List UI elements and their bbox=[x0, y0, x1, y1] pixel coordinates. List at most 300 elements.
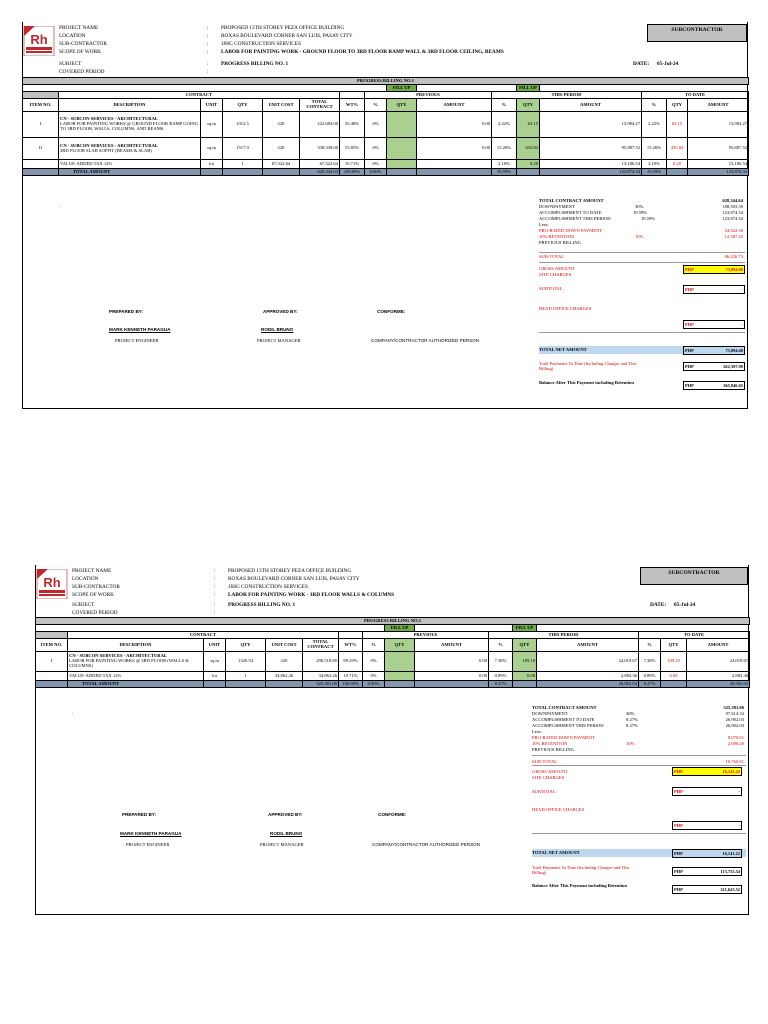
group-this-period: THIS PERIOD bbox=[492, 92, 642, 99]
php-label: PHP bbox=[685, 383, 694, 388]
total-payments-box bbox=[683, 362, 745, 371]
td-pct: 2.22% bbox=[642, 112, 667, 138]
col-this-amount: AMOUNT bbox=[540, 99, 642, 112]
prev-amount: 0.00 bbox=[417, 138, 492, 160]
description: VALUE-ADDED TAX 12% bbox=[68, 672, 204, 681]
date-label: DATE: bbox=[633, 61, 650, 67]
total-wt: 100.00% bbox=[339, 681, 363, 688]
acc-this-period-pct: 8.27% bbox=[626, 723, 638, 728]
description-category: CN - SUBCON SERVICES - ARCHITECTURAL bbox=[69, 653, 167, 659]
retention-pct: 10% bbox=[626, 741, 635, 746]
total-net-label: TOTAL NET AMOUNT bbox=[532, 850, 580, 855]
gross-box bbox=[672, 767, 742, 776]
total-label: TOTAL AMOUNT bbox=[59, 169, 201, 176]
project-name: PROPOSED 13TH STOREY PEZA OFFICE BUILDING bbox=[228, 568, 352, 574]
downpayment-pct: 30% bbox=[635, 204, 644, 209]
colon: : bbox=[214, 576, 216, 582]
qty: 1517.9 bbox=[223, 138, 263, 160]
retention-label: 10% RETENTION bbox=[539, 234, 575, 239]
acc-to-date-label: ACCOMPLISHMENT TO DATE bbox=[532, 717, 595, 722]
total-contract-value: 628,344.64 bbox=[722, 198, 743, 203]
total-row bbox=[36, 681, 750, 688]
col-td-qty: QTY bbox=[661, 639, 687, 652]
prev-qty-input[interactable] bbox=[385, 652, 415, 672]
subject: PROGRESS BILLING NO. 1 bbox=[228, 602, 296, 608]
this-qty-input[interactable]: 0.20 bbox=[517, 160, 540, 169]
subcontractor: JJHG CONSTRUCTION SERVICES bbox=[221, 41, 301, 47]
billing-table bbox=[35, 617, 750, 688]
total-payments-box bbox=[672, 867, 742, 876]
acc-to-date-pct: 8.27% bbox=[626, 717, 638, 722]
date-label: DATE: bbox=[650, 602, 667, 608]
previous-billing-label: PREVIOUS BILLING bbox=[539, 240, 581, 245]
gross-value: 73,894.68 bbox=[725, 267, 743, 272]
td-amount: 95,887.52 bbox=[688, 138, 749, 160]
td-amount: 13,984.27 bbox=[688, 112, 749, 138]
colon: : bbox=[207, 61, 209, 67]
label-subject: SUBJECT bbox=[72, 602, 95, 608]
group-contract: CONTRACT bbox=[59, 92, 340, 99]
unit: sq.m bbox=[201, 138, 223, 160]
prorated-label: PRO-RATED DOWN PAYMENT bbox=[532, 735, 596, 740]
subtotal2-label: SUBTOTAL bbox=[532, 789, 556, 794]
colon: : bbox=[207, 25, 209, 31]
group-previous: PREVIOUS bbox=[363, 632, 489, 639]
gross-label: GROSS AMOUNT bbox=[539, 266, 575, 271]
billing-sheet-1 bbox=[22, 22, 748, 409]
table-row bbox=[23, 112, 749, 138]
item-no: II bbox=[23, 138, 59, 160]
col-qty: QTY bbox=[226, 639, 266, 652]
total-prev-amount: - bbox=[417, 169, 492, 176]
subtotal-label: SUB-TOTAL bbox=[539, 254, 565, 259]
billing-sheet-2 bbox=[35, 565, 749, 915]
item-no bbox=[23, 160, 59, 169]
this-amount: 24,019.67 bbox=[537, 652, 639, 672]
description-category: CN - SUBCON SERVICES - ARCHITECTURAL bbox=[60, 142, 158, 148]
col-prev-amount: AMOUNT bbox=[417, 99, 492, 112]
weight: 53.85% bbox=[340, 138, 365, 160]
less-label: Less: bbox=[532, 729, 542, 734]
col-description: DESCRIPTION bbox=[68, 639, 204, 652]
col-td-amount: AMOUNT bbox=[688, 99, 749, 112]
this-pct: 15.26% bbox=[492, 138, 517, 160]
col-td-pct: % bbox=[642, 99, 667, 112]
this-pct: 2.22% bbox=[492, 112, 517, 138]
billing-table bbox=[22, 77, 749, 176]
col-total-contract: TOTAL CONTRACT bbox=[303, 639, 339, 652]
col-total-contract: TOTAL CONTRACT bbox=[300, 99, 340, 112]
acc-this-period-label: ACCOMPLISHMENT THIS PERIOD bbox=[539, 216, 611, 221]
unit-cost: 220 bbox=[263, 138, 300, 160]
prev-pct: 0% bbox=[363, 652, 385, 672]
downpayment-value: 188,503.39 bbox=[722, 204, 743, 209]
prev-amount: 0.00 bbox=[415, 652, 489, 672]
balance-value: 211,625.52 bbox=[720, 887, 740, 892]
this-qty-input[interactable]: 63.15 bbox=[517, 112, 540, 138]
colon: : bbox=[214, 602, 216, 608]
label-location: LOCATION bbox=[72, 576, 99, 582]
acc-this-period-label: ACCOMPLISHMENT THIS PERIOD bbox=[532, 723, 604, 728]
td-qty: 109.18 bbox=[661, 652, 687, 672]
date-value: 05-Jul-24 bbox=[657, 61, 679, 67]
this-pct: 7.38% bbox=[489, 652, 513, 672]
col-qty: QTY bbox=[223, 99, 263, 112]
subcontractor-box: SUBCONTRACTOR bbox=[647, 24, 747, 42]
prepared-by-title: PROJECT ENGINEER bbox=[126, 842, 170, 847]
item-no: I bbox=[23, 112, 59, 138]
svg-text:Rh: Rh bbox=[43, 575, 61, 590]
this-pct: 0.89% bbox=[489, 672, 513, 681]
label-location: LOCATION bbox=[59, 33, 86, 39]
label-scope: SCOPE OF WORK bbox=[72, 592, 114, 598]
description: VALUE-ADDED TAX 12% bbox=[59, 160, 201, 169]
colon: : bbox=[207, 69, 209, 75]
total-contract: 67,322.64 bbox=[300, 160, 340, 169]
unit-cost: 220 bbox=[263, 112, 300, 138]
billing-summary bbox=[532, 705, 746, 905]
php-label: PHP bbox=[674, 851, 683, 856]
this-qty-input[interactable]: 435.84 bbox=[517, 138, 540, 160]
subcontractor-box: SUBCONTRACTOR bbox=[640, 567, 748, 585]
description-text: LABOR FOR PAINTING WORKS @ GROUND FLOOR RAMP GOING TO 3RD FLOOR, WALLS, COLUMNS, AND BEAMS. bbox=[60, 121, 199, 131]
dot-mark: . bbox=[72, 710, 74, 716]
col-prev-qty: QTY bbox=[387, 99, 417, 112]
label-project-name: PROJECT NAME bbox=[72, 568, 112, 574]
site-charges-label: SITE CHARGES bbox=[539, 272, 572, 277]
col-this-pct: % bbox=[492, 99, 517, 112]
col-td-pct: % bbox=[639, 639, 661, 652]
colon: : bbox=[207, 41, 209, 47]
subcontractor: JJHG CONSTRUCTION SERVICES bbox=[228, 584, 308, 590]
prepared-by-name: MARK KENNETH PARAGUA bbox=[109, 327, 171, 332]
group-to-date: TO DATE bbox=[642, 92, 749, 99]
total-payments-label: Total Payments To Date (Including Charges and This Billing) bbox=[532, 865, 630, 875]
prev-amount: 0.00 bbox=[415, 672, 489, 681]
label-subcontractor: SUB-CONTRACTOR bbox=[59, 41, 107, 47]
acc-this-period-value: 26,902.03 bbox=[725, 723, 744, 728]
colon: : bbox=[207, 33, 209, 39]
php-label: PHP bbox=[674, 769, 683, 774]
col-unit-cost: UNIT COST bbox=[266, 639, 303, 652]
balance-box bbox=[672, 885, 742, 894]
td-pct: 0.89% bbox=[639, 672, 661, 681]
label-covered-period: COVERED PERIOD bbox=[72, 610, 118, 616]
php-label: PHP bbox=[685, 267, 694, 272]
subtotal-value: 86,226.73 bbox=[724, 254, 743, 259]
prev-qty-input[interactable] bbox=[387, 138, 417, 160]
approved-by-title: PROJECT MANAGER bbox=[260, 842, 304, 847]
qty: 1 bbox=[226, 672, 266, 681]
approved-by-label: APPROVED BY: bbox=[263, 309, 298, 314]
gross-box bbox=[683, 265, 745, 274]
col-wt: WT% bbox=[339, 639, 363, 652]
unit: lot bbox=[204, 672, 226, 681]
less-label: Less: bbox=[539, 222, 549, 227]
total-this-pct: 19.59% bbox=[492, 169, 517, 176]
col-td-amount: AMOUNT bbox=[687, 639, 750, 652]
total-net-value: 16,141.22 bbox=[722, 851, 740, 856]
acc-to-date-value: 26,902.03 bbox=[725, 717, 744, 722]
item-no bbox=[36, 672, 68, 681]
head-office-label: HEAD OFFICE CHARGES bbox=[532, 807, 585, 812]
total-payments-value: 113,755.54 bbox=[720, 869, 740, 874]
prepared-by-name: MARK KENNETH PARAGUA bbox=[120, 831, 182, 836]
approved-by-name: RODIL BRUNO bbox=[261, 327, 294, 332]
subject: PROGRESS BILLING NO. 1 bbox=[221, 61, 289, 67]
conforme-label: CONFORME: bbox=[378, 812, 407, 817]
td-qty: 0.20 bbox=[667, 160, 688, 169]
php-label: PHP bbox=[685, 322, 694, 327]
unit-cost: 34,862.26 bbox=[266, 672, 303, 681]
subtotal2-value: - bbox=[738, 789, 740, 794]
retention-label: 10% RETENTION bbox=[532, 741, 568, 746]
total-payments-value: 262,397.99 bbox=[723, 364, 743, 369]
table-row bbox=[36, 672, 750, 681]
this-amount: 13,186.54 bbox=[540, 160, 642, 169]
description bbox=[59, 138, 201, 160]
approved-by-label: APPROVED BY: bbox=[268, 812, 303, 817]
td-amount: 13,186.54 bbox=[688, 160, 749, 169]
total-row bbox=[23, 169, 749, 176]
prev-pct: 0% bbox=[363, 672, 385, 681]
label-subject: SUBJECT bbox=[59, 61, 82, 67]
total-contract: 34,862.26 bbox=[303, 672, 339, 681]
billing-title: PROGRESS BILLING NO.1 bbox=[36, 618, 750, 625]
fill-up-this-period: FILL UP bbox=[513, 625, 537, 632]
retention-value: 12,387.43 bbox=[724, 234, 743, 239]
td-pct: 7.38% bbox=[639, 652, 661, 672]
col-unit-cost: UNIT COST bbox=[263, 99, 300, 112]
col-prev-pct: % bbox=[363, 639, 385, 652]
total-td-pct: 19.59% bbox=[642, 169, 667, 176]
qty: 1 bbox=[223, 160, 263, 169]
label-project-name: PROJECT NAME bbox=[59, 25, 99, 31]
acc-to-date-pct: 19.59% bbox=[633, 210, 648, 215]
total-this-amount: 123,874.34 bbox=[540, 169, 642, 176]
colon: : bbox=[207, 49, 209, 55]
total-this-pct: 8.27% bbox=[489, 681, 513, 688]
svg-text:Rh: Rh bbox=[30, 32, 48, 47]
prev-amount bbox=[417, 160, 492, 169]
prev-pct: 0% bbox=[365, 138, 387, 160]
total-td-amount: 26,902.03 bbox=[687, 681, 750, 688]
prepared-by-label: PREPARED BY: bbox=[109, 309, 144, 314]
project-name: PROPOSED 13TH STOREY PEZA OFFICE BUILDING bbox=[221, 25, 345, 31]
table-row bbox=[23, 160, 749, 169]
col-this-qty: QTY bbox=[517, 99, 540, 112]
subtotal2-box bbox=[672, 787, 742, 796]
description-text: 3RD FLOOR SLAB SOFFIT (BEAMS & SLAB) bbox=[60, 147, 152, 153]
total-net-box bbox=[672, 849, 742, 858]
gross-value: 16,141.22 bbox=[722, 769, 740, 774]
conforme-title: COMPANY/CONTRACTOR AUTHORIZED PERSON bbox=[371, 338, 480, 343]
total-contract: 325,381.06 bbox=[303, 681, 339, 688]
downpayment-label: DOWNPAYMENT bbox=[532, 711, 568, 716]
weight: 10.71% bbox=[339, 672, 363, 681]
this-amount: 2,882.36 bbox=[537, 672, 639, 681]
site-charges-label: SITE CHARGES bbox=[532, 775, 565, 780]
col-this-qty: QTY bbox=[513, 639, 537, 652]
qty: 1012.5 bbox=[223, 112, 263, 138]
unit-cost: 220 bbox=[266, 652, 303, 672]
head-office-value: - bbox=[741, 322, 743, 327]
fill-up-previous: FILL UP bbox=[387, 85, 417, 92]
col-item-no: ITEM NO. bbox=[36, 639, 68, 652]
col-td-qty: QTY bbox=[667, 99, 688, 112]
prev-qty-input[interactable] bbox=[387, 160, 417, 169]
col-this-amount: AMOUNT bbox=[537, 639, 639, 652]
prev-qty-input[interactable] bbox=[385, 672, 415, 681]
balance-value: 365,946.65 bbox=[723, 383, 743, 388]
unit: sq.m bbox=[201, 112, 223, 138]
unit: lot bbox=[201, 160, 223, 169]
prepared-by-title: PROJECT ENGINEER bbox=[115, 338, 159, 343]
total-contract-value: 325,381.06 bbox=[723, 705, 744, 710]
head-office-value: - bbox=[738, 823, 740, 828]
total-contract-label: TOTAL CONTRACT AMOUNT bbox=[539, 198, 604, 203]
php-label: PHP bbox=[685, 348, 694, 353]
total-contract: 338,338.00 bbox=[300, 138, 340, 160]
col-prev-qty: QTY bbox=[385, 639, 415, 652]
previous-billing-label: PREVIOUS BILLING bbox=[532, 747, 574, 752]
col-this-pct: % bbox=[489, 639, 513, 652]
scope-of-work: LABOR FOR PAINTING WORK - 3RD FLOOR WALLS & COLUMNS bbox=[228, 592, 395, 598]
balance-label: Balance After This Payment including Retention bbox=[539, 380, 634, 385]
label-covered-period: COVERED PERIOD bbox=[59, 69, 105, 75]
subtotal2-label: SUBTOTAL bbox=[539, 286, 563, 291]
php-label: PHP bbox=[674, 789, 683, 794]
approved-by-name: RODIL BRUNO bbox=[270, 831, 303, 836]
prepared-by-label: PREPARED BY: bbox=[122, 812, 157, 817]
col-unit: UNIT bbox=[204, 639, 226, 652]
weight: 89.29% bbox=[339, 652, 363, 672]
this-qty-input[interactable]: 109.18 bbox=[513, 652, 537, 672]
head-office-box bbox=[672, 821, 742, 830]
col-description: DESCRIPTION bbox=[59, 99, 201, 112]
total-label: TOTAL AMOUNT bbox=[68, 681, 204, 688]
td-qty: 63.15 bbox=[667, 112, 688, 138]
head-office-label: HEAD OFFICE CHARGES bbox=[539, 306, 592, 311]
group-to-date: TO DATE bbox=[639, 632, 750, 639]
balance-box bbox=[683, 381, 745, 390]
balance-label: Balance After This Payment including Retention bbox=[532, 883, 627, 888]
total-prev-pct: 0.00% bbox=[363, 681, 385, 688]
downpayment-pct: 30% bbox=[626, 711, 635, 716]
php-label: PHP bbox=[685, 364, 694, 369]
subtotal2-box bbox=[683, 285, 745, 294]
fill-up-previous: FILL UP bbox=[385, 625, 415, 632]
total-contract: 628,344.64 bbox=[300, 169, 340, 176]
total-net-value: 73,894.68 bbox=[725, 348, 743, 353]
total-contract-label: TOTAL CONTRACT AMOUNT bbox=[532, 705, 597, 710]
total-wt: 100.00% bbox=[340, 169, 365, 176]
total-net-box bbox=[683, 346, 745, 355]
dot-mark: . bbox=[59, 203, 61, 209]
this-pct: 2.10% bbox=[492, 160, 517, 169]
group-this-period: THIS PERIOD bbox=[489, 632, 639, 639]
company-logo-icon bbox=[36, 569, 68, 599]
total-td-amount: 123,874.34 bbox=[688, 169, 749, 176]
col-prev-amount: AMOUNT bbox=[415, 639, 489, 652]
description bbox=[68, 652, 204, 672]
weight: 35.48% bbox=[340, 112, 365, 138]
acc-to-date-value: 123,874.34 bbox=[722, 210, 743, 215]
billing-title: PROGRESS BILLING NO.1 bbox=[23, 78, 749, 85]
prev-qty-input[interactable] bbox=[387, 112, 417, 138]
prorated-label: PRO-RATED DOWN PAYMENT bbox=[539, 228, 603, 233]
date-value: 05-Jul-24 bbox=[674, 602, 696, 608]
scope-of-work: LABOR FOR PAINTING WORK - GROUND FLOOR TO 3RD FLOOR RAMP WALL & 3RD FLOOR CEILING, BEAMS bbox=[221, 49, 504, 55]
fill-up-this-period: FILL UP bbox=[517, 85, 540, 92]
location: ROXAS BOULEVARD CORNER SAN LUIS, PASAY CITY bbox=[221, 33, 353, 39]
col-item-no: ITEM NO. bbox=[23, 99, 59, 112]
colon: : bbox=[214, 568, 216, 574]
unit: sq.m bbox=[204, 652, 226, 672]
subtotal2-value: - bbox=[741, 287, 743, 292]
item-no: I bbox=[36, 652, 68, 672]
php-label: PHP bbox=[685, 287, 694, 292]
weight: 10.71% bbox=[340, 160, 365, 169]
col-prev-pct: % bbox=[365, 99, 387, 112]
total-contract: 222,684.00 bbox=[300, 112, 340, 138]
prorated-value: 24,922.38 bbox=[724, 228, 743, 233]
group-contract: CONTRACT bbox=[68, 632, 339, 639]
total-this-amount: 26,902.03 bbox=[537, 681, 639, 688]
colon: : bbox=[214, 592, 216, 598]
downpayment-label: DOWNPAYMENT bbox=[539, 204, 575, 209]
col-wt: WT% bbox=[340, 99, 365, 112]
td-amount: 24,019.67 bbox=[687, 652, 750, 672]
conforme-title: COMPANY/CONTRACTOR AUTHORIZED PERSON bbox=[372, 842, 481, 847]
conforme-label: CONFORME: bbox=[377, 309, 406, 314]
prorated-value: 8,070.61 bbox=[727, 735, 744, 740]
label-subcontractor: SUB-CONTRACTOR bbox=[72, 584, 120, 590]
colon: : bbox=[214, 584, 216, 590]
this-qty-input[interactable]: 0.08 bbox=[513, 672, 537, 681]
qty: 1320.54 bbox=[226, 652, 266, 672]
total-contract: 290,518.80 bbox=[303, 652, 339, 672]
description bbox=[59, 112, 201, 138]
group-previous: PREVIOUS bbox=[365, 92, 492, 99]
acc-this-period-pct: 19.59% bbox=[641, 216, 656, 221]
td-qty: 435.84 bbox=[667, 138, 688, 160]
billing-summary bbox=[539, 198, 745, 408]
subtotal-value: 10,760.81 bbox=[725, 759, 744, 764]
td-qty: 0.08 bbox=[661, 672, 687, 681]
description-text: LABOR FOR PAINTING WORKS @ 3RD FLOOR (WALLS & COLUMNS) bbox=[69, 658, 189, 668]
php-label: PHP bbox=[674, 887, 683, 892]
this-amount: 13,984.27 bbox=[540, 112, 642, 138]
td-pct: 15.26% bbox=[642, 138, 667, 160]
colon: : bbox=[214, 610, 216, 616]
downpayment-value: 97,614.32 bbox=[725, 711, 744, 716]
gross-label: GROSS AMOUNT bbox=[532, 769, 568, 774]
prev-pct: 0% bbox=[365, 160, 387, 169]
subtotal-label: SUB-TOTAL bbox=[532, 759, 558, 764]
php-label: PHP bbox=[674, 823, 683, 828]
approved-by-title: PROJECT MANAGER bbox=[257, 338, 301, 343]
prev-amount: 0.00 bbox=[417, 112, 492, 138]
retention-pct: 10% bbox=[635, 234, 644, 239]
total-payments-label: Total Payments To Date (Including Charges and This Billing) bbox=[539, 361, 637, 371]
unit-cost: 67,322.64 bbox=[263, 160, 300, 169]
head-office-box bbox=[683, 320, 745, 329]
php-label: PHP bbox=[674, 869, 683, 874]
prev-pct: 0% bbox=[365, 112, 387, 138]
table-row bbox=[36, 652, 750, 672]
total-td-pct: 8.27% bbox=[639, 681, 661, 688]
